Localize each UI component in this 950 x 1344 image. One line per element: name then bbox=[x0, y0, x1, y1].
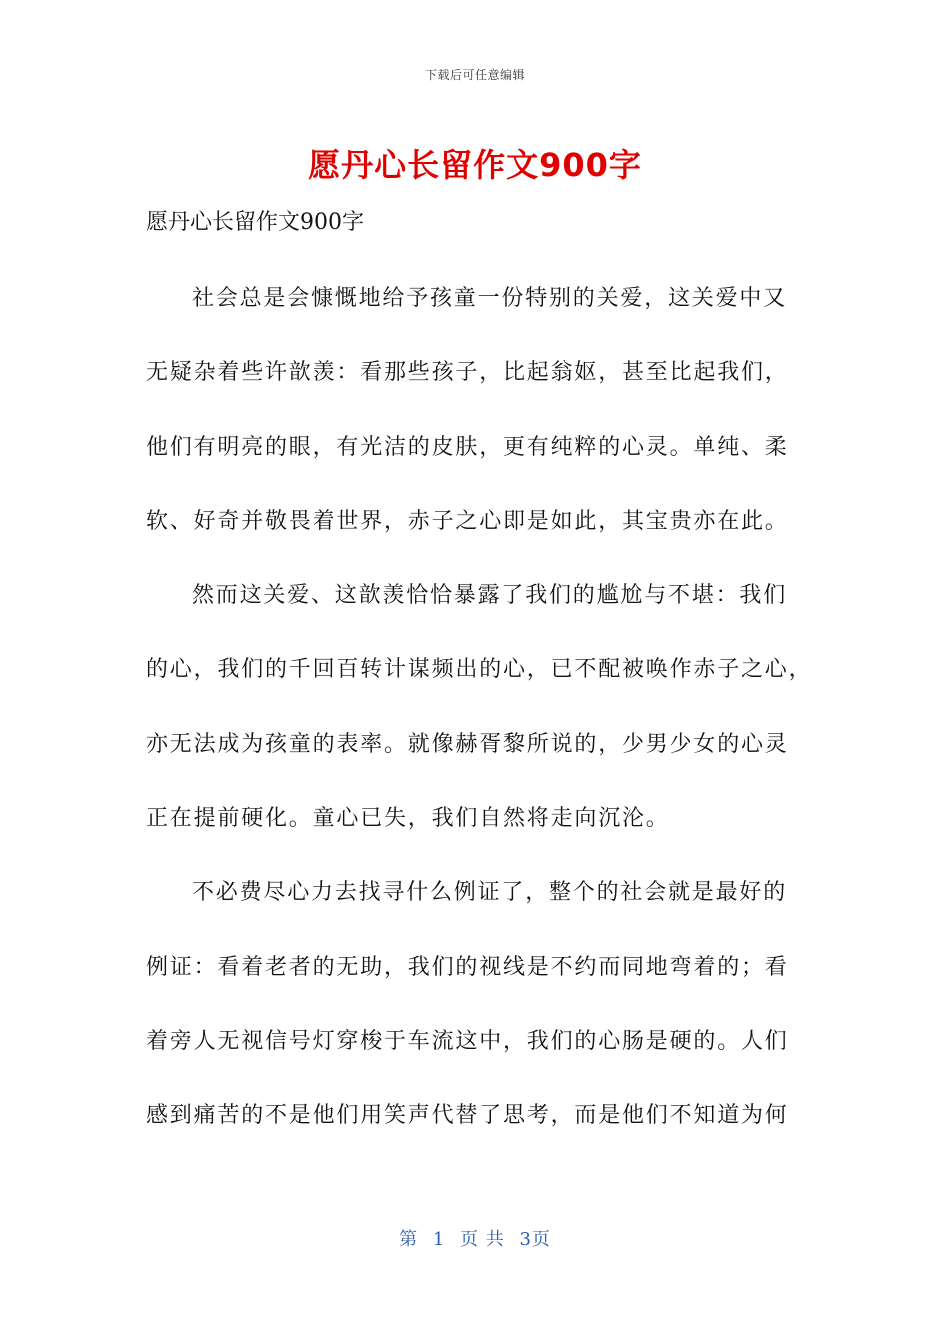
paragraph-line: 然而这关爱、这歆羡恰恰暴露了我们的尴尬与不堪：我们 bbox=[192, 583, 788, 609]
paragraph-line: 的心，我们的千回百转计谋频出的心，已不配被唤作赤子之心， bbox=[146, 657, 813, 683]
total-pages: 3页 bbox=[519, 1229, 551, 1250]
document-body bbox=[146, 262, 813, 1154]
paragraph-line: 无疑杂着些许歆羡：看那些孩子，比起翁妪，甚至比起我们， bbox=[146, 360, 789, 386]
header-note: 下载后可任意编辑 bbox=[424, 68, 525, 82]
paragraph-line: 他们有明亮的眼，有光洁的皮肤，更有纯粹的心灵。单纯、柔 bbox=[146, 434, 789, 460]
current-page-number: 1 bbox=[432, 1229, 446, 1250]
paragraph-line: 亦无法成为孩童的表率。就像赫胥黎所说的，少男少女的心灵 bbox=[146, 731, 789, 757]
paragraph-line: 感到痛苦的不是他们用笑声代替了思考，而是他们不知道为何 bbox=[146, 1103, 789, 1129]
document-title: 愿丹心长留作文900字 bbox=[308, 146, 642, 184]
paragraph-line: 正在提前硬化。童心已失，我们自然将走向沉沦。 bbox=[146, 806, 670, 832]
paragraph-line: 社会总是会慷慨地给予孩童一份特别的关爱，这关爱中又 bbox=[192, 286, 788, 311]
page-footer bbox=[0, 1225, 950, 1251]
paragraph-line: 软、好奇并敬畏着世界，赤子之心即是如此，其宝贵亦在此。 bbox=[146, 508, 789, 534]
page-prefix: 第 bbox=[399, 1229, 419, 1250]
paragraph-line: 例证：看着老者的无助，我们的视线是不约而同地弯着的；看 bbox=[146, 954, 789, 980]
document-subtitle: 愿丹心长留作文900字 bbox=[146, 210, 364, 235]
paragraph-line: 着旁人无视信号灯穿梭于车流这中，我们的心肠是硬的。人们 bbox=[146, 1028, 789, 1054]
page-middle: 页 共 bbox=[460, 1229, 505, 1250]
paragraph-line: 不必费尽心力去找寻什么例证了，整个的社会就是最好的 bbox=[192, 880, 788, 906]
